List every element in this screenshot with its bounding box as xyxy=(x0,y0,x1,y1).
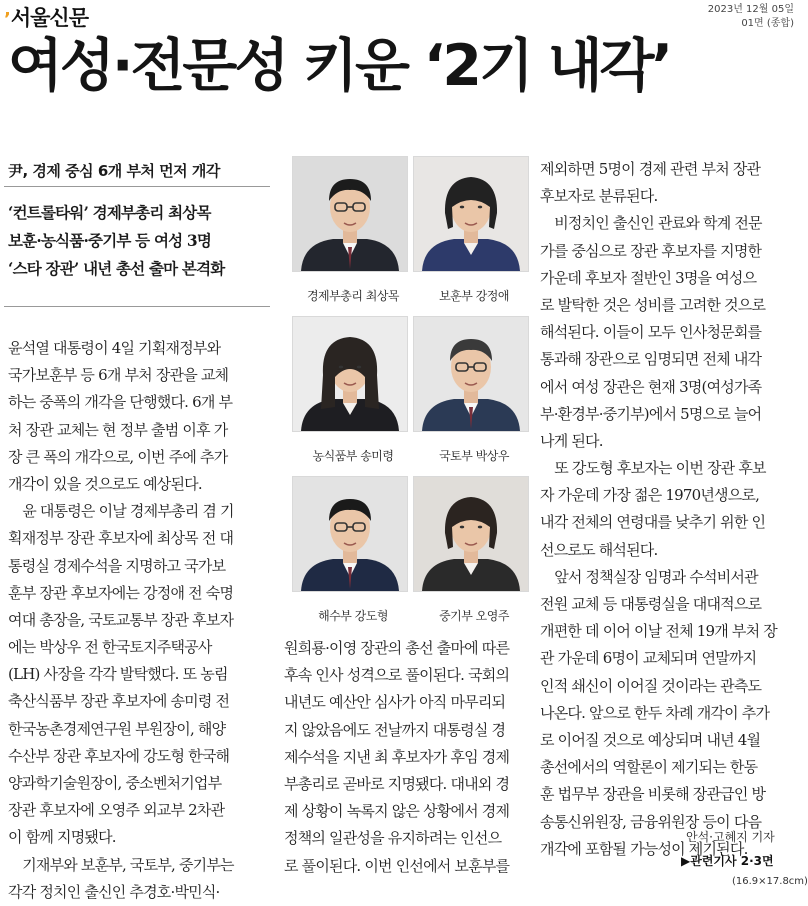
subheadline-block xyxy=(8,199,278,283)
article-line: 제 상황이 녹록지 않은 상황에서 경제 xyxy=(284,802,510,821)
article-line: 개각에 포함될 가능성이 제기된다. xyxy=(540,839,748,858)
article-line: 내각 전체의 연령대를 낮추기 위한 인 xyxy=(540,513,766,532)
person-silhouette-icon xyxy=(414,317,528,431)
article-line: 장관 후보자에 오영주 외교부 2차관 xyxy=(8,801,225,820)
article-line: 가를 중심으로 장관 후보자를 지명한 xyxy=(540,241,762,260)
article-line: 선으로도 해석된다. xyxy=(540,540,658,559)
article-line: 자 가운데 가장 젊은 1970년생으로, xyxy=(540,486,760,505)
article-line: 내년도 예산안 심사가 아직 마무리되 xyxy=(284,693,506,712)
article-line: 기재부와 보훈부, 국토부, 중기부는 xyxy=(8,855,234,874)
article-line: 각각 정치인 출신인 추경호·박민식· xyxy=(8,882,220,901)
photo-caption: 경제부총리 최상목 xyxy=(306,289,400,303)
article-line: 양과학기술원장이, 중소벤처기업부 xyxy=(8,774,222,792)
portrait-photo xyxy=(292,156,408,272)
subheadline-line: 보훈·농식품·중기부 등 여성 3명 xyxy=(8,231,212,250)
person-silhouette-icon xyxy=(293,157,407,271)
article-line: 통령실 경제수석을 지명하고 국가보 xyxy=(8,556,226,575)
article-line: 로 이어질 것으로 예상되며 내년 4월 xyxy=(540,730,761,749)
article-line: 앞서 정책실장 임명과 수석비서관 xyxy=(540,567,758,586)
article-line: 제수석을 지낸 최 후보자가 후임 경제 xyxy=(284,747,510,766)
article-line: 훈 법무부 장관을 비롯해 장관급인 방 xyxy=(540,785,766,804)
article-line: 가운데 후보자 절반인 3명을 여성으 xyxy=(540,268,757,287)
byline: 안석·고혜지 기자 xyxy=(686,830,775,844)
subhead-divider-bottom xyxy=(4,306,270,307)
article-line: 부·환경부·중기부)에서 5명으로 늘어 xyxy=(540,404,762,423)
page-number: 01면 (종합) xyxy=(741,18,794,29)
subheadline-line: ‘컨트롤타워’ 경제부총리 최상목 xyxy=(8,203,211,222)
article-line: 후속 인사 성격으로 풀이된다. 국회의 xyxy=(284,666,510,685)
article-line: 정책의 일관성을 유지하려는 인선으 xyxy=(284,829,502,848)
photo-caption: 농식품부 송미령 xyxy=(312,449,394,463)
article-line: 또 강도형 후보자는 이번 장관 후보 xyxy=(540,459,766,478)
related-articles-link[interactable]: ▶관련기사 2·3면 xyxy=(681,854,774,868)
article-line: (LH) 사장을 각각 발탁했다. 또 농림 xyxy=(8,665,228,684)
article-line: 총선에서의 역할론이 제기되는 한동 xyxy=(540,758,758,777)
article-column-1 xyxy=(8,335,270,906)
portrait-photo xyxy=(292,476,408,592)
article-line: 해석된다. 이들이 모두 인사청문회를 xyxy=(540,323,762,342)
headline: 여성·전문성 키운 ‘2기 내각’ xyxy=(8,33,671,99)
article-line: 로 발탁한 것은 성비를 고려한 것으로 xyxy=(540,295,766,314)
portrait-photo xyxy=(413,476,529,592)
photo-caption: 해수부 강도형 xyxy=(318,609,388,623)
article-line: 훈부 장관 후보자에는 강정애 전 숙명 xyxy=(8,583,234,602)
article-line: 부총리로 곧바로 지명됐다. 대내외 경 xyxy=(284,774,510,793)
article-line: 송통신위원장, 금융위원장 등이 다음 xyxy=(540,812,762,831)
article-line: 로 풀이된다. 이번 인선에서 보훈부를 xyxy=(284,856,510,875)
photo-caption: 중기부 오영주 xyxy=(439,609,509,623)
article-line: 제외하면 5명이 경제 관련 부처 장관 xyxy=(540,160,761,178)
article-line: 여대 총장을, 국토교통부 장관 후보자 xyxy=(8,610,234,629)
article-line: 윤 대통령은 이날 경제부총리 겸 기 xyxy=(8,502,234,521)
article-line: 후보자로 분류된다. xyxy=(540,187,658,206)
article-line: 개각이 있을 것으로도 예상된다. xyxy=(8,474,202,493)
article-line: 나온다. 앞으로 한두 차례 개각이 추가 xyxy=(540,703,770,722)
photo-caption: 국토부 박상우 xyxy=(439,449,509,463)
person-silhouette-icon xyxy=(293,317,407,431)
article-line: 축산식품부 장관 후보자에 송미령 전 xyxy=(8,692,230,711)
article-line: 하는 중폭의 개각을 단행했다. 6개 부 xyxy=(8,393,233,412)
article-column-3 xyxy=(540,156,796,863)
article-line: 윤석열 대통령이 4일 기획재정부와 xyxy=(8,339,221,357)
portrait-photo xyxy=(413,316,529,432)
article-line: 인적 쇄신이 이어질 것이라는 관측도 xyxy=(540,676,762,695)
article-line: 수산부 장관 후보자에 강도형 한국해 xyxy=(8,746,230,765)
article-line: 통과해 장관으로 임명되면 전체 내각 xyxy=(540,350,762,369)
subheadline-line: ‘스타 장관’ 내년 총선 출마 본격화 xyxy=(8,259,225,278)
article-line: 원희룡·이영 장관의 총선 출마에 따른 xyxy=(284,639,510,657)
article-line: 처 장관 교체는 현 정부 출범 이후 가 xyxy=(8,420,228,439)
newspaper-logo: ’서울신문 xyxy=(4,6,88,30)
person-silhouette-icon xyxy=(414,477,528,591)
article-size: (16.9×17.8cm) xyxy=(732,876,808,887)
article-line: 개편한 데 이어 이날 전체 19개 부처 장 xyxy=(540,622,777,641)
subhead-divider-top xyxy=(4,186,270,187)
article-line: 장 큰 폭의 개각으로, 이번 주에 추가 xyxy=(8,447,228,466)
portrait-photo xyxy=(292,316,408,432)
photo-caption: 보훈부 강정애 xyxy=(439,289,509,303)
article-line: 관 가운데 6명이 교체되며 연말까지 xyxy=(540,649,757,668)
article-line: 이 함께 지명됐다. xyxy=(8,828,116,847)
article-line: 에는 박상우 전 한국토지주택공사 xyxy=(8,638,212,657)
article-line: 한국농촌경제연구원 부원장이, 해양 xyxy=(8,719,226,738)
article-column-2 xyxy=(284,635,540,880)
person-silhouette-icon xyxy=(293,477,407,591)
article-line: 획재정부 장관 후보자에 최상목 전 대 xyxy=(8,529,234,548)
article-line: 비정치인 출신인 관료와 학계 전문 xyxy=(540,214,762,233)
article-line: 전원 교체 등 대통령실을 대대적으로 xyxy=(540,595,762,613)
article-line: 지 않았음에도 전날까지 대통령실 경 xyxy=(284,720,506,739)
date-text: 2023년 12월 05일 xyxy=(707,4,794,15)
person-silhouette-icon xyxy=(414,157,528,271)
logo-mark-icon: ’ xyxy=(4,9,10,30)
article-line: 에서 여성 장관은 현재 3명(여성가족 xyxy=(540,377,762,396)
article-line: 국가보훈부 등 6개 부처 장관을 교체 xyxy=(8,366,229,385)
article-line: 나게 된다. xyxy=(540,431,603,450)
portrait-photo xyxy=(413,156,529,272)
lead-subheadline: 尹, 경제 중심 6개 부처 먼저 개각 xyxy=(8,162,220,180)
